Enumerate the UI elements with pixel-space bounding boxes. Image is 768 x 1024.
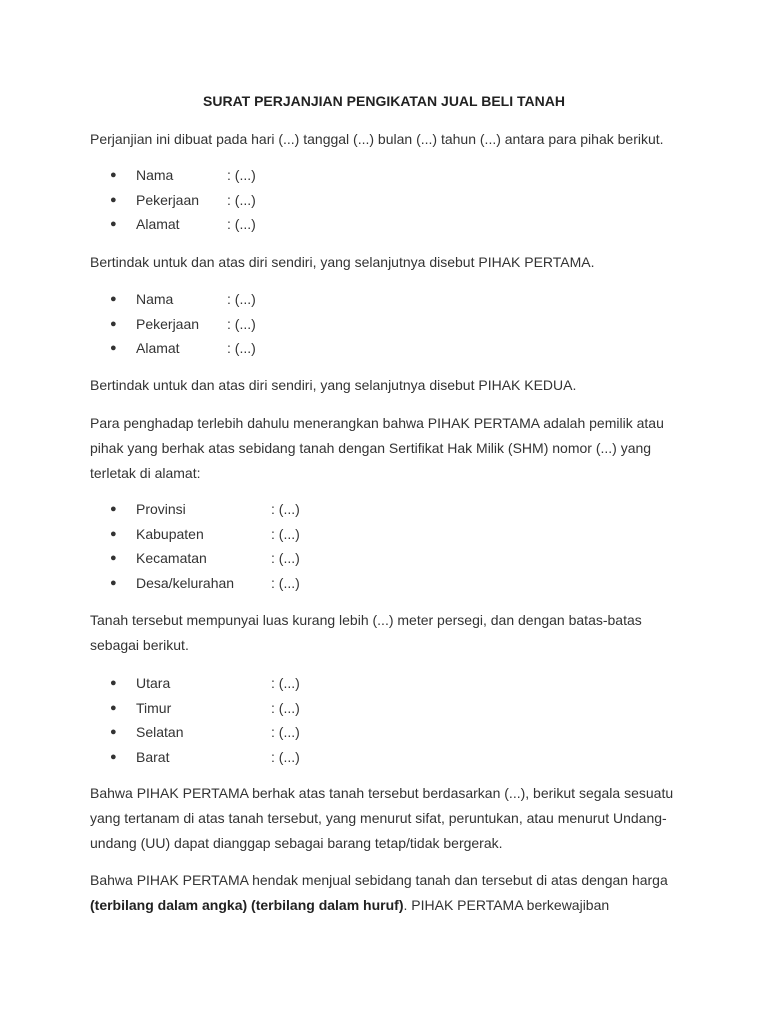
- field-value: : (...): [271, 724, 300, 740]
- field-value: : (...): [271, 550, 300, 566]
- luas-paragraph: Tanah tersebut mempunyai luas kurang lebih (...) meter persegi, dan dengan batas-batas sebagai berikut.: [90, 612, 642, 653]
- field-value: : (...): [271, 699, 300, 716]
- field-value: : (...): [227, 315, 256, 332]
- bullet-icon: ●: [110, 218, 117, 230]
- field-label: Selatan: [136, 724, 184, 740]
- field-label: Nama: [136, 291, 174, 307]
- field-value: : (...): [227, 191, 256, 208]
- bullet-icon: ●: [110, 701, 117, 714]
- field-label: Barat: [136, 748, 170, 765]
- pihak-pertama-paragraph: Bertindak untuk dan atas diri sendiri, yang selanjutnya disebut PIHAK PERTAMA.: [90, 254, 595, 270]
- field-label: Pekerjaan: [136, 315, 200, 332]
- field-label: Utara: [136, 675, 171, 691]
- field-value: : (...): [227, 216, 256, 232]
- bullet-icon: ●: [110, 342, 117, 354]
- field-value: : (...): [227, 167, 256, 183]
- penghadap-paragraph: Para penghadap terlebih dahulu menerangkan bahwa PIHAK PERTAMA adalah pemilik atau pihak yang berhak atas sebidang tanah dengan Sertifikat Hak Milik (SHM) nomor (...) yang terletak di alamat:: [90, 415, 664, 481]
- bullet-icon: ●: [110, 193, 117, 206]
- paragraph-text: Bahwa PIHAK PERTAMA hendak menjual sebidang tanah dan tersebut di atas dengan harga: [90, 872, 668, 888]
- field-label: Alamat: [136, 216, 180, 232]
- bullet-icon: ●: [110, 576, 117, 589]
- field-value: : (...): [271, 675, 300, 691]
- field-value: : (...): [271, 748, 300, 765]
- bullet-icon: ●: [110, 503, 117, 515]
- field-label: Provinsi: [136, 501, 186, 517]
- field-label: Timur: [136, 699, 172, 716]
- bullet-icon: ●: [110, 726, 117, 738]
- field-label: Desa/kelurahan: [136, 574, 235, 591]
- bullet-icon: ●: [110, 293, 117, 305]
- paragraph-text: . PIHAK PERTAMA berkewajiban: [403, 897, 610, 913]
- bullet-icon: ●: [110, 317, 117, 330]
- field-value: : (...): [227, 291, 256, 307]
- field-value: : (...): [271, 501, 300, 517]
- field-label: Kecamatan: [136, 550, 207, 566]
- bullet-icon: ●: [110, 169, 117, 181]
- bullet-icon: ●: [110, 552, 117, 564]
- bullet-icon: ●: [110, 750, 117, 763]
- field-value: : (...): [271, 525, 300, 542]
- field-label: Pekerjaan: [136, 191, 200, 208]
- bahwa-hak-paragraph: Bahwa PIHAK PERTAMA berhak atas tanah tersebut berdasarkan (...), berikut segala sesuatu yang tertanam di atas tanah tersebut, yang menurut sifat, peruntukan, atau menurut Undang-undang (UU) dapat dianggap sebagai barang tetap/tidak bergerak.: [90, 785, 674, 851]
- bullet-icon: ●: [110, 527, 117, 540]
- field-value: : (...): [227, 340, 256, 356]
- field-label: Nama: [136, 167, 174, 183]
- bullet-icon: ●: [110, 677, 117, 689]
- intro-paragraph: Perjanjian ini dibuat pada hari (...) tanggal (...) bulan (...) tahun (...) antara para pihak berikut.: [90, 131, 664, 147]
- pihak-kedua-paragraph: Bertindak untuk dan atas diri sendiri, yang selanjutnya disebut PIHAK KEDUA.: [90, 377, 577, 393]
- field-label: Alamat: [136, 340, 180, 356]
- bahwa-jual-paragraph: [90, 868, 680, 918]
- document-title: SURAT PERJANJIAN PENGIKATAN JUAL BELI TANAH: [203, 93, 565, 109]
- field-value: : (...): [271, 574, 300, 591]
- field-label: Kabupaten: [136, 525, 204, 542]
- price-placeholder: (terbilang dalam angka) (terbilang dalam huruf): [90, 897, 404, 913]
